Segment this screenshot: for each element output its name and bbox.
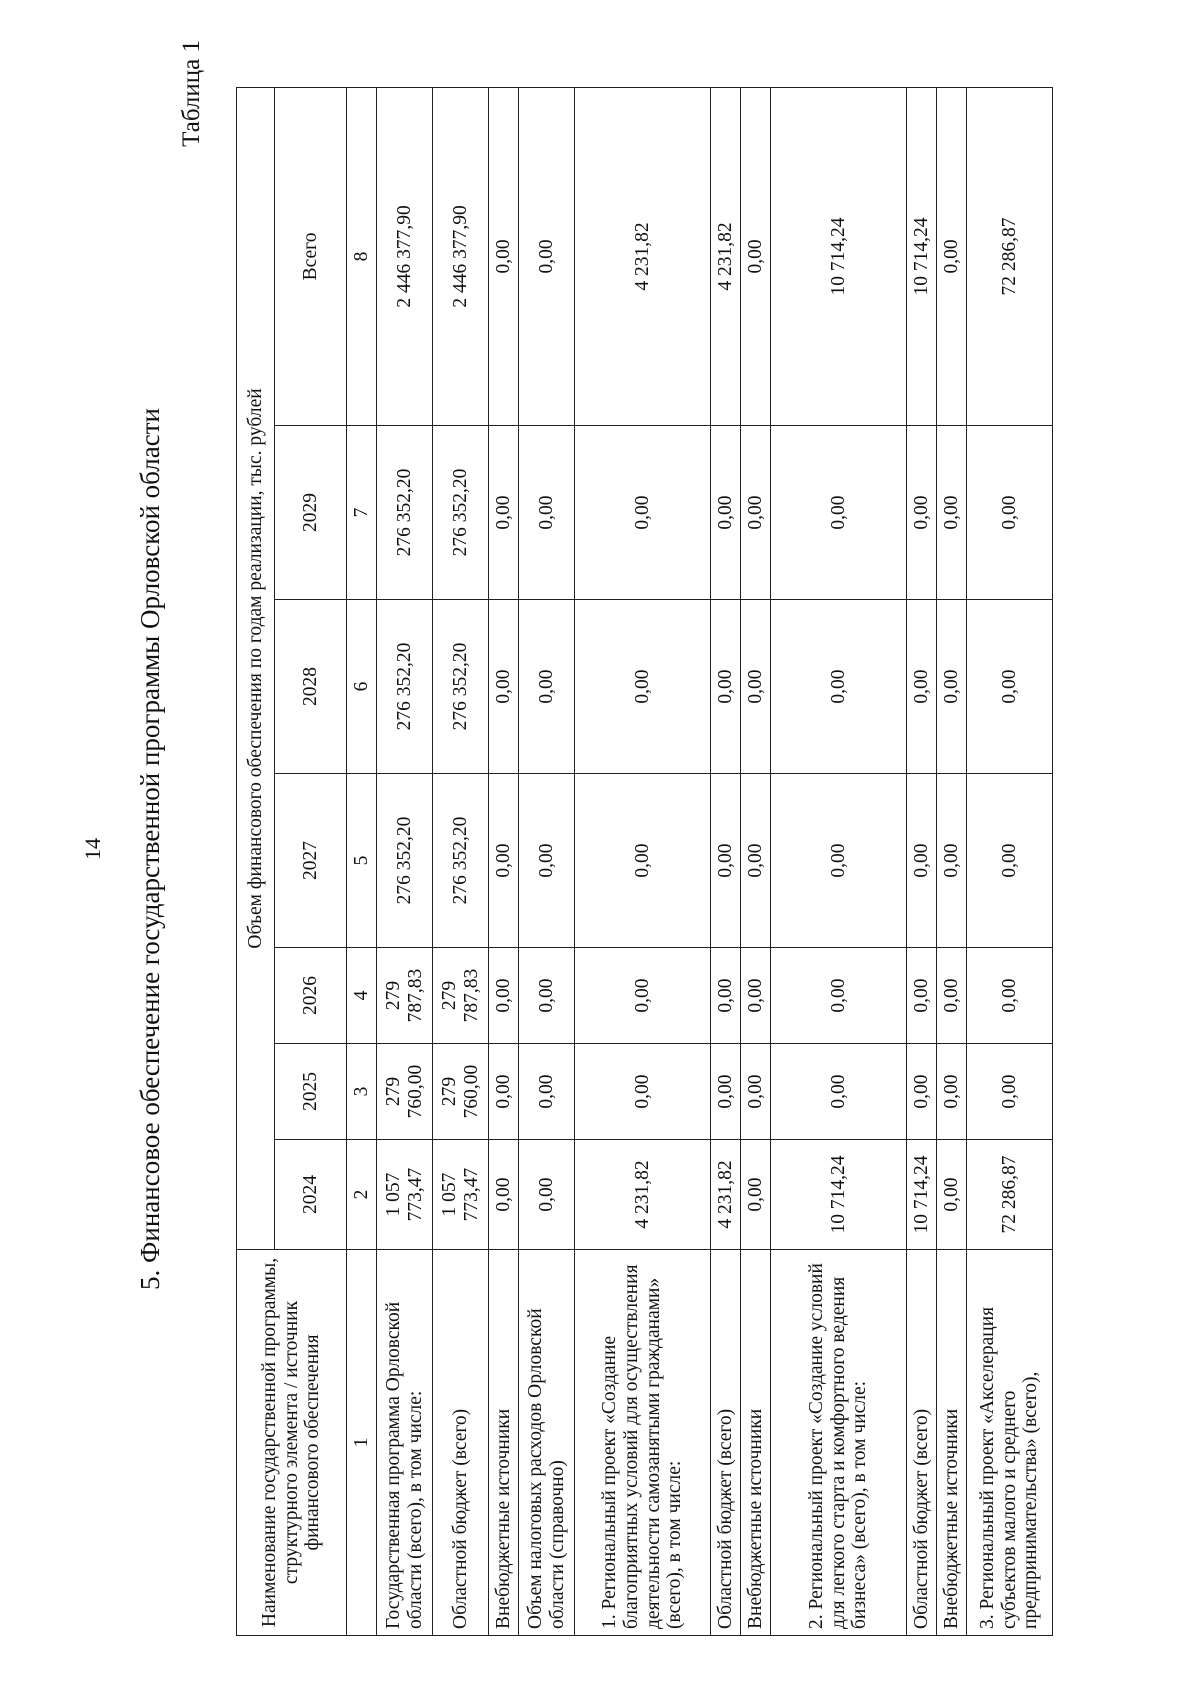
value-cell: 0,00 bbox=[741, 600, 771, 774]
value-cell: 72 286,87 bbox=[967, 1140, 1053, 1250]
column-number: 5 bbox=[347, 774, 377, 948]
value-cell: 10 714,24 bbox=[771, 1140, 907, 1250]
row-name-cell: 3. Региональный проект «Акселерация субъектов малого и среднего предпринимательства» (всего), bbox=[967, 1250, 1053, 1636]
value-cell: 0,00 bbox=[711, 774, 741, 948]
value-cell: 0,00 bbox=[937, 1140, 967, 1250]
value-cell: 0,00 bbox=[489, 87, 519, 425]
value-cell: 4 231,82 bbox=[711, 1140, 741, 1250]
value-cell: 0,00 bbox=[967, 774, 1053, 948]
value-cell: 4 231,82 bbox=[575, 87, 711, 425]
table-row bbox=[907, 87, 937, 1635]
value-cell: 10 714,24 bbox=[771, 87, 907, 425]
table-label: Таблица 1 bbox=[178, 40, 205, 147]
value-cell: 0,00 bbox=[489, 948, 519, 1044]
value-cell: 0,00 bbox=[575, 948, 711, 1044]
value-cell: 1 057 773,47 bbox=[433, 1140, 489, 1250]
table-row bbox=[741, 87, 771, 1635]
value-cell: 0,00 bbox=[771, 600, 907, 774]
value-cell: 0,00 bbox=[771, 774, 907, 948]
table-row bbox=[937, 87, 967, 1635]
header-year-2024: 2024 bbox=[275, 1140, 347, 1250]
value-cell: 0,00 bbox=[771, 948, 907, 1044]
value-cell: 0,00 bbox=[937, 426, 967, 600]
value-cell: 0,00 bbox=[771, 1044, 907, 1140]
table-row bbox=[377, 87, 433, 1635]
value-cell: 0,00 bbox=[519, 774, 575, 948]
table-row bbox=[519, 87, 575, 1635]
column-number: 4 bbox=[347, 948, 377, 1044]
value-cell: 0,00 bbox=[967, 426, 1053, 600]
row-name-cell: Областной бюджет (всего) bbox=[711, 1250, 741, 1636]
page-number: 14 bbox=[80, 838, 105, 860]
value-cell: 0,00 bbox=[937, 948, 967, 1044]
row-name-cell: Внебюджетные источники bbox=[489, 1250, 519, 1636]
header-year-2025: 2025 bbox=[275, 1044, 347, 1140]
row-name-cell: 2. Региональный проект «Создание условий для легкого старта и комфортного ведения бизнеса» (всего), в том числе: bbox=[771, 1250, 907, 1636]
value-cell: 0,00 bbox=[519, 600, 575, 774]
value-cell: 0,00 bbox=[937, 600, 967, 774]
value-cell: 4 231,82 bbox=[575, 1140, 711, 1250]
header-row bbox=[237, 87, 275, 1635]
financing-table bbox=[236, 87, 1053, 1636]
value-cell: 10 714,24 bbox=[907, 87, 937, 425]
column-number-row bbox=[347, 87, 377, 1635]
row-name-cell: Областной бюджет (всего) bbox=[433, 1250, 489, 1636]
row-name-cell: 1. Региональный проект «Создание благоприятных условий для осуществления деятельности самозанятыми гражданами» (всего), в том числе: bbox=[575, 1250, 711, 1636]
value-cell: 276 352,20 bbox=[433, 600, 489, 774]
value-cell: 0,00 bbox=[489, 1140, 519, 1250]
value-cell: 276 352,20 bbox=[377, 774, 433, 948]
value-cell: 0,00 bbox=[907, 948, 937, 1044]
header-year-2029: 2029 bbox=[275, 426, 347, 600]
value-cell: 0,00 bbox=[907, 426, 937, 600]
value-cell: 0,00 bbox=[741, 948, 771, 1044]
value-cell: 0,00 bbox=[907, 600, 937, 774]
value-cell: 0,00 bbox=[741, 426, 771, 600]
value-cell: 2 446 377,90 bbox=[433, 87, 489, 425]
header-year-2026: 2026 bbox=[275, 948, 347, 1044]
value-cell: 72 286,87 bbox=[967, 87, 1053, 425]
value-cell: 276 352,20 bbox=[433, 774, 489, 948]
value-cell: 276 352,20 bbox=[377, 600, 433, 774]
value-cell: 0,00 bbox=[489, 600, 519, 774]
column-number: 8 bbox=[347, 87, 377, 425]
column-number: 6 bbox=[347, 600, 377, 774]
value-cell: 276 352,20 bbox=[377, 426, 433, 600]
value-cell: 0,00 bbox=[967, 948, 1053, 1044]
document-title: 5. Финансовое обеспечение государственной программы Орловской области bbox=[135, 408, 165, 1290]
header-total: Всего bbox=[275, 87, 347, 425]
column-number: 7 bbox=[347, 426, 377, 600]
row-name-cell: Государственная программа Орловской области (всего), в том числе: bbox=[377, 1250, 433, 1636]
value-cell: 279 787,83 bbox=[433, 948, 489, 1044]
value-cell: 0,00 bbox=[575, 600, 711, 774]
table-row bbox=[489, 87, 519, 1635]
table-row bbox=[771, 87, 907, 1635]
value-cell: 4 231,82 bbox=[711, 87, 741, 425]
value-cell: 0,00 bbox=[575, 1044, 711, 1140]
value-cell: 0,00 bbox=[741, 1140, 771, 1250]
value-cell: 279 787,83 bbox=[377, 948, 433, 1044]
value-cell: 0,00 bbox=[711, 948, 741, 1044]
value-cell: 0,00 bbox=[711, 1044, 741, 1140]
value-cell: 0,00 bbox=[907, 774, 937, 948]
value-cell: 0,00 bbox=[711, 426, 741, 600]
table-row bbox=[575, 87, 711, 1635]
column-number: 2 bbox=[347, 1140, 377, 1250]
value-cell: 0,00 bbox=[489, 426, 519, 600]
value-cell: 10 714,24 bbox=[907, 1140, 937, 1250]
table-row bbox=[711, 87, 741, 1635]
header-year-2027: 2027 bbox=[275, 774, 347, 948]
value-cell: 0,00 bbox=[937, 1044, 967, 1140]
table-row bbox=[967, 87, 1053, 1635]
value-cell: 0,00 bbox=[937, 774, 967, 948]
table-row bbox=[433, 87, 489, 1635]
value-cell: 0,00 bbox=[741, 1044, 771, 1140]
header-group-cell: Объем финансового обеспечения по годам реализации, тыс. рублей bbox=[237, 87, 275, 1249]
row-name-cell: Внебюджетные источники bbox=[937, 1250, 967, 1636]
value-cell: 0,00 bbox=[711, 600, 741, 774]
value-cell: 0,00 bbox=[575, 426, 711, 600]
value-cell: 0,00 bbox=[489, 774, 519, 948]
value-cell: 0,00 bbox=[519, 426, 575, 600]
value-cell: 0,00 bbox=[967, 600, 1053, 774]
column-number: 1 bbox=[347, 1250, 377, 1636]
value-cell: 0,00 bbox=[937, 87, 967, 425]
row-name-cell: Внебюджетные источники bbox=[741, 1250, 771, 1636]
value-cell: 1 057 773,47 bbox=[377, 1140, 433, 1250]
value-cell: 276 352,20 bbox=[433, 426, 489, 600]
value-cell: 0,00 bbox=[519, 1044, 575, 1140]
value-cell: 0,00 bbox=[907, 1044, 937, 1140]
value-cell: 0,00 bbox=[519, 1140, 575, 1250]
row-name-cell: Объем налоговых расходов Орловской области (справочно) bbox=[519, 1250, 575, 1636]
value-cell: 2 446 377,90 bbox=[377, 87, 433, 425]
value-cell: 0,00 bbox=[519, 87, 575, 425]
value-cell: 0,00 bbox=[519, 948, 575, 1044]
header-name-cell: Наименование государственной программы, структурного элемента / источник финансового обеспечения bbox=[237, 1250, 347, 1636]
column-number: 3 bbox=[347, 1044, 377, 1140]
value-cell: 0,00 bbox=[575, 774, 711, 948]
value-cell: 279 760,00 bbox=[433, 1044, 489, 1140]
header-year-2028: 2028 bbox=[275, 600, 347, 774]
value-cell: 279 760,00 bbox=[377, 1044, 433, 1140]
value-cell: 0,00 bbox=[489, 1044, 519, 1140]
value-cell: 0,00 bbox=[771, 426, 907, 600]
value-cell: 0,00 bbox=[741, 87, 771, 425]
value-cell: 0,00 bbox=[741, 774, 771, 948]
row-name-cell: Областной бюджет (всего) bbox=[907, 1250, 937, 1636]
value-cell: 0,00 bbox=[967, 1044, 1053, 1140]
